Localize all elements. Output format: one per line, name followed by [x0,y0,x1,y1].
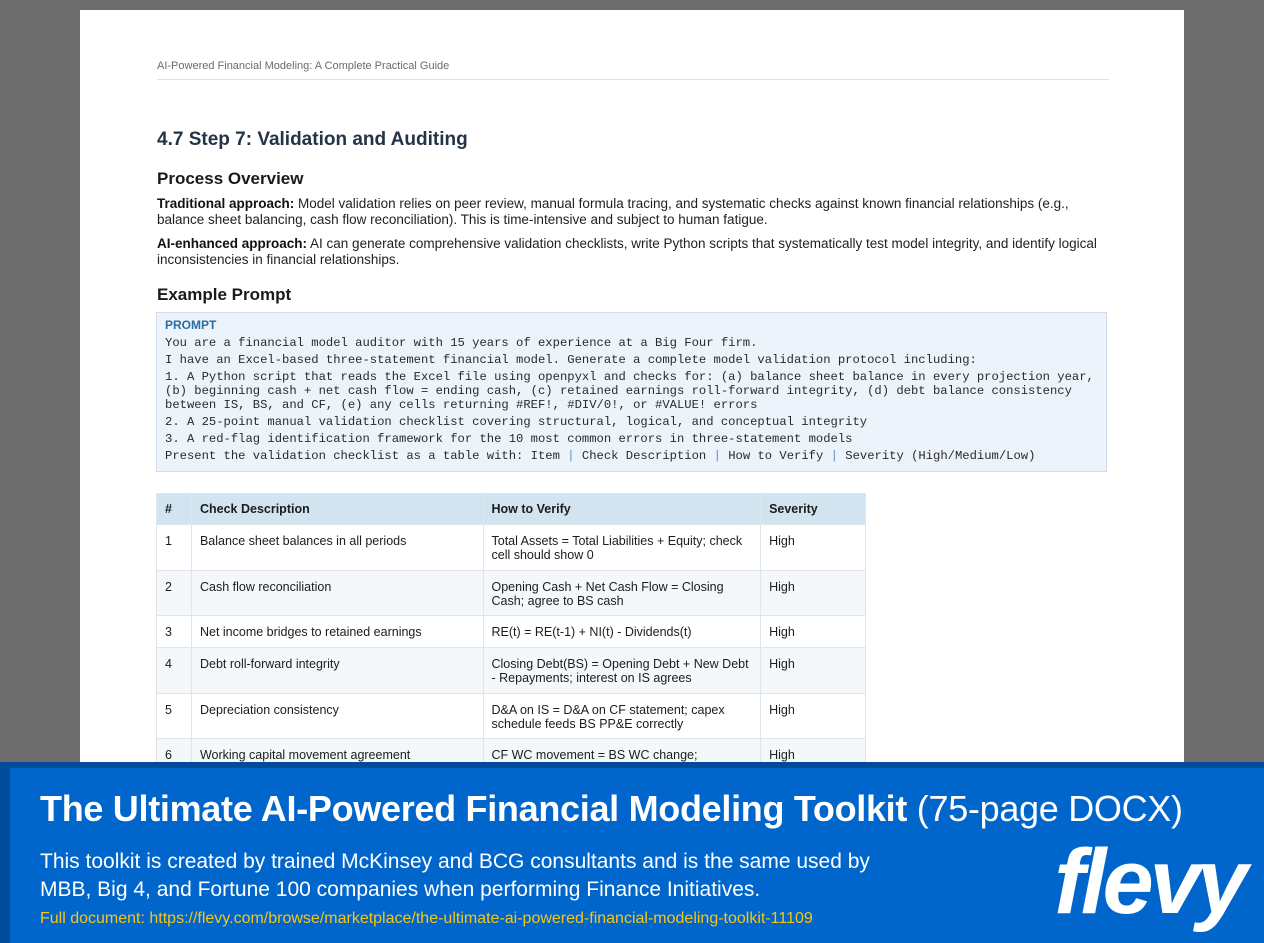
how-to-verify-cell: D&A on IS = D&A on CF statement; capex schedule feeds BS PP&E correctly [483,694,761,739]
severity-cell: High [761,648,866,694]
prompt-line-last [165,449,1100,463]
severity-cell: High [761,694,866,739]
validation-checklist-table [156,493,866,770]
column-header-severity: Severity [761,494,866,525]
check-description-cell: Working capital movement agreement [191,739,483,771]
ai-enhanced-approach-paragraph [157,236,1107,268]
ai-enhanced-approach-text: AI can generate comprehensive validation checklists, write Python scripts that systematically test model integrity, and identify logical inconsistencies in financial relationships. [157,236,1097,267]
column-header-how-to-verify: How to Verify [483,494,761,525]
how-to-verify-cell: RE(t) = RE(t-1) + NI(t) - Dividends(t) [483,616,761,648]
flevy-logo: flevy [1054,831,1244,933]
example-prompt-heading: Example Prompt [157,285,292,304]
prompt-line: You are a financial model auditor with 15 years of experience at a Big Four firm. [165,336,758,350]
table-row [157,571,866,616]
prompt-fragment: Present the validation checklist as a table with: Item [165,449,568,463]
column-header-check-description: Check Description [191,494,483,525]
prompt-line: I have an Excel-based three-statement financial model. Generate a complete model validation protocol including: [165,353,977,367]
running-header: AI-Powered Financial Modeling: A Complete Practical Guide [157,60,450,72]
column-header-number: # [157,494,192,525]
prompt-label: PROMPT [165,318,217,332]
banner-title-format: (75-page DOCX) [907,788,1183,829]
row-number: 5 [157,694,192,739]
check-description-cell: Balance sheet balances in all periods [191,525,483,571]
prompt-line: 1. A Python script that reads the Excel file using openpyxl and checks for: (a) balance sheet balance in every projection year, (b) beginning cash + net cash flow = ending cash, (c) retained earnings roll-forward integrity, (d) debt balance consistency between IS, BS, and CF, (e) any cells returning #REF!, #DIV/0!, or #VALUE! errors [165,370,1102,412]
row-number: 4 [157,648,192,694]
row-number: 3 [157,616,192,648]
table-row [157,525,866,571]
process-overview-heading: Process Overview [157,169,304,188]
prompt-fragment: Check Description [574,449,714,463]
prompt-line: 3. A red-flag identification framework for the 10 most common errors in three-statement models [165,432,853,446]
traditional-approach-label: Traditional approach: [157,196,295,211]
severity-cell: High [761,571,866,616]
ai-enhanced-approach-label: AI-enhanced approach: [157,236,308,251]
how-to-verify-cell: Opening Cash + Net Cash Flow = Closing Cash; agree to BS cash [483,571,761,616]
how-to-verify-cell: CF WC movement = BS WC change; [483,739,761,771]
pipe-separator: | [567,449,575,463]
pipe-separator: | [830,449,838,463]
check-description-cell: Cash flow reconciliation [191,571,483,616]
table-row [157,694,866,739]
header-divider [157,79,1109,80]
section-title: 4.7 Step 7: Validation and Auditing [157,129,468,150]
traditional-approach-text: Model validation relies on peer review, manual formula tracing, and systematic checks against known financial relationships (e.g., balance sheet balancing, cash flow reconciliation). This is time-intensive and subject to human fatigue. [157,196,1069,227]
how-to-verify-cell: Closing Debt(BS) = Opening Debt + New Debt - Repayments; interest on IS agrees [483,648,761,694]
prompt-box [156,312,1107,472]
check-description-cell: Depreciation consistency [191,694,483,739]
table-header-row [157,494,866,525]
document-page [80,10,1184,770]
prompt-text [165,336,1100,466]
check-description-cell: Net income bridges to retained earnings [191,616,483,648]
severity-cell: High [761,525,866,571]
row-number: 2 [157,571,192,616]
row-number: 6 [157,739,192,771]
check-description-cell: Debt roll-forward integrity [191,648,483,694]
banner-title-main: The Ultimate AI-Powered Financial Modeling Toolkit [40,788,908,829]
banner-title [40,788,1183,830]
promo-banner [0,762,1264,943]
promo-banner-panel [10,768,1264,943]
banner-description: This toolkit is created by trained McKinsey and BCG consultants and is the same used by MBB, Big 4, and Fortune 100 companies when performing Finance Initiatives. [40,850,870,901]
prompt-fragment: Severity (High/Medium/Low) [837,449,1036,463]
severity-cell: High [761,616,866,648]
table-row [157,616,866,648]
prompt-fragment: How to Verify [720,449,831,463]
table-row [157,648,866,694]
pipe-separator: | [713,449,721,463]
how-to-verify-cell: Total Assets = Total Liabilities + Equity; check cell should show 0 [483,525,761,571]
full-document-link[interactable]: Full document: https://flevy.com/browse/marketplace/the-ultimate-ai-powered-financial-modeling-toolkit-11109 [40,910,813,927]
row-number: 1 [157,525,192,571]
severity-cell: High [761,739,866,771]
prompt-line: 2. A 25-point manual validation checklist covering structural, logical, and conceptual integrity [165,415,868,429]
traditional-approach-paragraph [157,196,1107,228]
